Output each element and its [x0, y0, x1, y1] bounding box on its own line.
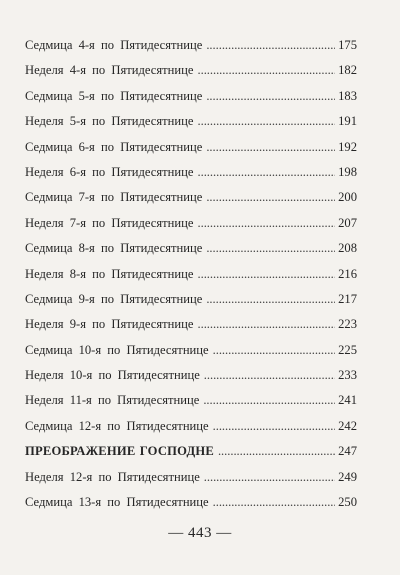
toc-entry	[25, 465, 357, 490]
toc-entry-page: 223	[338, 317, 357, 332]
toc-entry	[25, 236, 357, 261]
toc-entry	[25, 287, 357, 312]
toc-entry-title: Неделя 10-я по Пятидесятнице	[25, 368, 200, 383]
toc-entry-page: 192	[338, 139, 357, 154]
page-number: — 443 —	[168, 525, 232, 541]
toc-entry-page: 233	[338, 368, 357, 383]
toc-entry	[25, 135, 357, 160]
dot-leader	[198, 109, 336, 134]
dot-leader	[213, 338, 335, 363]
toc-entry-page: 200	[338, 190, 357, 205]
dot-leader	[206, 185, 335, 210]
toc-entry-page: 241	[338, 393, 357, 408]
dot-leader	[198, 262, 336, 287]
dot-leader	[206, 84, 335, 109]
toc-entry-title: Седмица 7-я по Пятидесятнице	[25, 190, 203, 205]
dot-leader	[206, 33, 335, 58]
toc-entry-title: Неделя 9-я по Пятидесятнице	[25, 317, 194, 332]
dot-leader	[204, 363, 335, 388]
toc-entry	[25, 262, 357, 287]
toc-entry-title: Неделя 4-я по Пятидесятнице	[25, 63, 194, 78]
toc-entry	[25, 160, 357, 185]
toc-entry-page: 183	[338, 88, 357, 103]
toc-entry	[25, 109, 357, 134]
toc-entry-title: Седмица 10-я по Пятидесятнице	[25, 342, 209, 357]
toc-entry-title: Неделя 8-я по Пятидесятнице	[25, 266, 194, 281]
toc-entry	[25, 363, 357, 388]
toc-entry-title: Неделя 11-я по Пятидесятнице	[25, 393, 200, 408]
dot-leader	[218, 439, 335, 464]
toc-entry-title: Неделя 7-я по Пятидесятнице	[25, 215, 194, 230]
dot-leader	[206, 135, 335, 160]
toc-entry-page: 208	[338, 241, 357, 256]
dot-leader	[206, 236, 335, 261]
toc-entry	[25, 312, 357, 337]
toc-entry	[25, 84, 357, 109]
toc-entry-page: 249	[338, 469, 357, 484]
dot-leader	[213, 490, 335, 515]
toc-entry-title: Неделя 5-я по Пятидесятнице	[25, 114, 194, 129]
toc-entry-title: ПРЕОБРАЖЕНИЕ ГОСПОДНЕ	[25, 444, 214, 459]
toc-entry-title: Неделя 6-я по Пятидесятнице	[25, 164, 194, 179]
toc-entry-page: 217	[338, 291, 357, 306]
toc-entry-title: Седмица 6-я по Пятидесятнице	[25, 139, 203, 154]
toc-entry-feast	[25, 439, 357, 464]
toc-entry	[25, 185, 357, 210]
toc-entry	[25, 490, 357, 515]
toc-entry-page: 198	[338, 164, 357, 179]
toc-entry-title: Седмица 8-я по Пятидесятнице	[25, 241, 203, 256]
dot-leader	[198, 160, 336, 185]
dot-leader	[198, 211, 336, 236]
dot-leader	[203, 388, 335, 413]
toc-entry-title: Седмица 4-я по Пятидесятнице	[25, 38, 203, 52]
toc-entry-title: Седмица 5-я по Пятидесятнице	[25, 88, 203, 103]
toc-entry-page: 175	[338, 38, 357, 52]
toc-entry-title: Седмица 13-я по Пятидесятнице	[25, 495, 209, 510]
toc-entry-page: 250	[338, 495, 357, 510]
toc-entry	[25, 338, 357, 363]
toc-entry-page: 225	[338, 342, 357, 357]
dot-leader	[198, 58, 336, 83]
toc-entry	[25, 414, 357, 439]
toc-entry-page: 182	[338, 63, 357, 78]
toc-entry-page: 207	[338, 215, 357, 230]
toc-entry-page: 191	[338, 114, 357, 129]
toc-entry-page: 247	[338, 444, 357, 459]
toc-entry-page: 242	[338, 418, 357, 433]
toc-entry	[25, 388, 357, 413]
toc-entry-title: Неделя 12-я по Пятидесятнице	[25, 469, 200, 484]
dot-leader	[198, 312, 336, 337]
table-of-contents	[25, 33, 357, 515]
toc-entry	[25, 58, 357, 83]
toc-entry	[25, 33, 357, 58]
toc-entry	[25, 211, 357, 236]
toc-entry-title: Седмица 12-я по Пятидесятнице	[25, 418, 209, 433]
dot-leader	[213, 414, 335, 439]
dot-leader	[206, 287, 335, 312]
toc-entry-title: Седмица 9-я по Пятидесятнице	[25, 291, 203, 306]
toc-entry-page: 216	[338, 266, 357, 281]
dot-leader	[204, 465, 335, 490]
